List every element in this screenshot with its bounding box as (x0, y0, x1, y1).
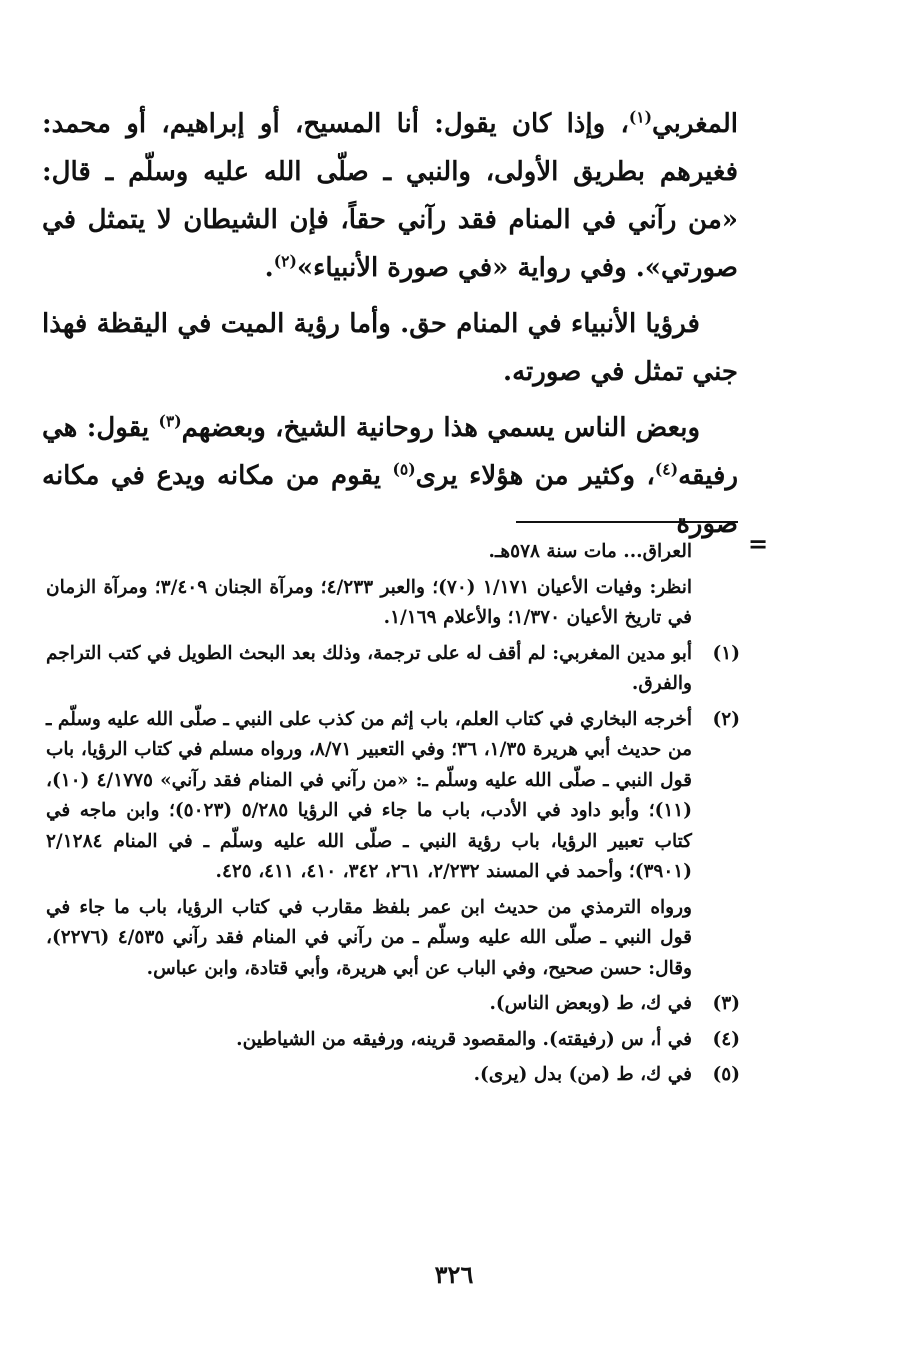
footnote-continuation-line-1: العراق... مات سنة ٥٧٨هـ. (488, 541, 692, 562)
main-text-segment: يقول: هي رفيقه (42, 413, 738, 491)
footnote-2-continuation: ورواه الترمذي من حديث ابن عمر بلفظ مقارب في كتاب الرؤيا، باب ما جاء في قول النبي ـ صلّى الله عليه وسلّم ـ من رآني في المنام فقد رآني ٤/٥٣٥ (٢٢٧٦)، وقال: حسن صحيح، وفي الباب عن أبي هريرة، وأبي قتادة، وابن عباس. (46, 896, 693, 979)
footnote-text: في أ، س (رفيقته). والمقصود قرينه، ورفيقه من الشياطين. (236, 1028, 692, 1050)
main-text-segment: ، وإذا كان يقول: أنا المسيح، أو إبراهيم، أو محمد: فغيرهم بطريق الأولى، والنبي ـ صلّى الله عليه وسلّم ـ قال: «من رآني في المنام فقد رآني حقاً، فإن الشيطان لا يتمثل في صورتي». وفي رواية «في صورة الأنبياء» (42, 109, 738, 283)
main-text-segment: المغربي (652, 109, 738, 139)
footnote-5 (46, 1060, 740, 1091)
footnote-number: (٤) (712, 1028, 740, 1050)
footnote-reference-1: (١) (628, 107, 653, 127)
page-number: ٣٢٦ (434, 1260, 474, 1289)
footnote-text: أبو مدين المغربي: لم أقف له على ترجمة، وذلك بعد البحث الطويل في كتب التراجم والفرق. (46, 642, 692, 694)
footnote-text: في ك، ط (وبعض الناس). (489, 993, 692, 1014)
main-text-segment: ، وكثير من هؤلاء يرى (415, 461, 655, 491)
footnote-reference-4: (٤) (654, 459, 679, 479)
main-paragraph-2: فرؤيا الأنبياء في المنام حق. وأما رؤية الميت في اليقظة فهذا جني تمثل في صورته. (42, 309, 738, 387)
footnote-1 (46, 639, 740, 700)
main-paragraph-3 (42, 404, 738, 548)
main-text-segment: . (264, 253, 274, 283)
footnote-text: أخرجه البخاري في كتاب العلم، باب إثم من كذب على النبي ـ صلّى الله عليه وسلّم ـ من حديث أبي هريرة ١/٣٥، ٣٦؛ وفي التعبير ٨/٧١، ورواه مسلم في كتاب الرؤيا، باب قول النبي ـ صلّى الله عليه وسلّم ـ: «من رآني في المنام فقد رآني» ٤/١٧٧٥ (١٠)، (١١)؛ وأبو داود في الأدب، باب ما جاء في الرؤيا ٥/٢٨٥ (٥٠٢٣)؛ وابن ماجه في كتاب تعبير الرؤيا، باب رؤية النبي ـ صلّى الله عليه وسلّم ـ في المنام ٢/١٢٨٤ (٣٩٠١)؛ وأحمد في المسند ٢/٢٣٢، ٢٦١، ٣٤٢، ٤١٠، ٤١١، ٤٢٥. (46, 708, 693, 882)
main-text-segment: يقوم من مكانه ويدع في مكانه صورة (42, 461, 738, 539)
footnote-reference-5: (٥) (392, 459, 416, 479)
footnote-3 (46, 989, 740, 1020)
footnote-text: في ك، ط (من) بدل (يرى). (473, 1064, 692, 1085)
footnote-reference-3: (٣) (158, 411, 182, 431)
footnote-continuation-line-2: انظر: وفيات الأعيان ١/١٧١ (٧٠)؛ والعبر ٤/٢٣٣؛ ومرآة الجنان ٣/٤٠٩؛ ومرآة الزمان في تاريخ الأعيان ١/٣٧٠؛ والأعلام ١/١٦٩. (46, 576, 692, 628)
footnote-number: (٢) (712, 708, 740, 730)
footnote-2 (46, 705, 740, 888)
continuation-mark: = (748, 529, 769, 558)
main-text-segment: وبعض الناس يسمي هذا روحانية الشيخ، وبعضهم (181, 413, 700, 443)
main-text-body (42, 100, 738, 556)
main-paragraph-1 (42, 100, 738, 292)
footnote-reference-2: (٢) (273, 251, 297, 271)
footnotes-section (46, 537, 740, 1096)
footnote-separator-rule (516, 521, 738, 523)
footnote-number: (٣) (712, 993, 740, 1014)
footnote-number: (٥) (712, 1064, 740, 1085)
footnote-4 (46, 1025, 740, 1056)
footnote-number: (١) (712, 642, 740, 664)
